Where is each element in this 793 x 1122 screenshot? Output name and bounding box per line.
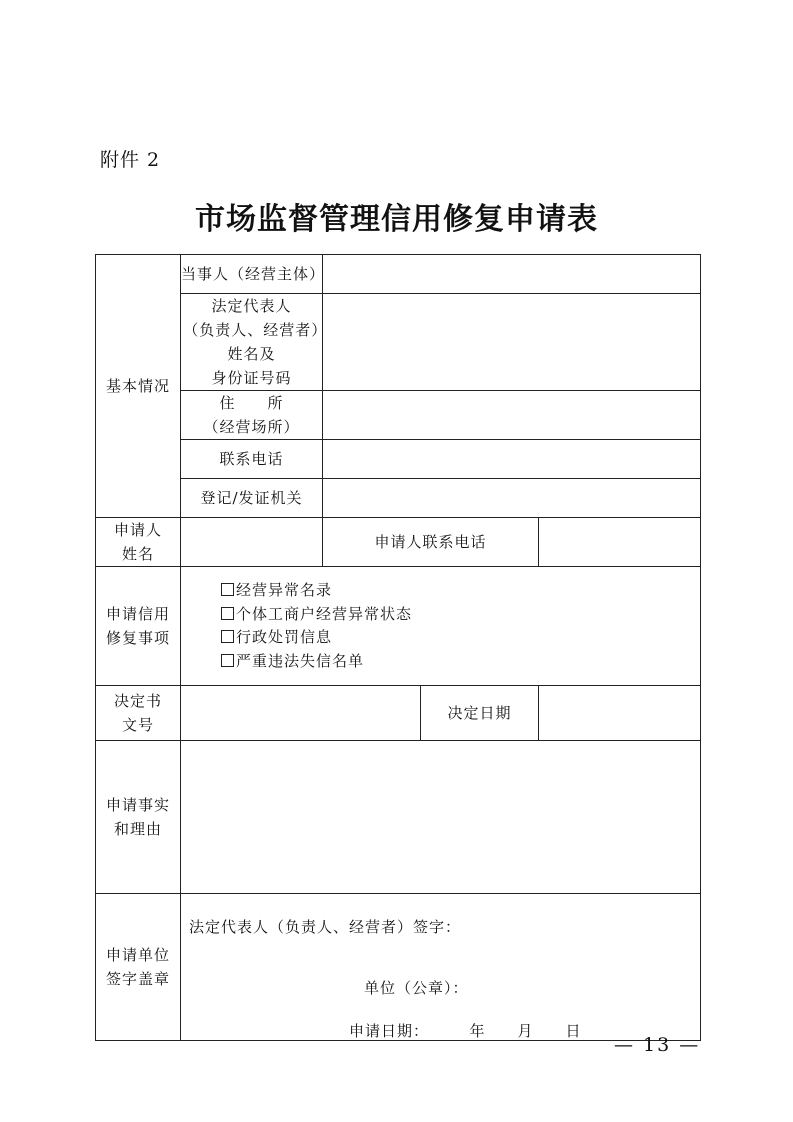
option-individual-abnormal[interactable]: 个体工商户经营异常状态 [221,603,700,627]
unit-seal-line: 单位（公章）： [364,979,469,997]
option-serious-dishonest[interactable]: 严重违法失信名单 [221,650,700,674]
facts-reasons-label: 申请事实 和理由 [96,741,181,894]
address-label: 住 所 （经营场所） [181,391,323,440]
credit-repair-application-form [95,254,701,1041]
legal-rep-label: 法定代表人 （负责人、经营者）姓名及 身份证号码 [181,294,323,391]
repair-items-label: 申请信用 修复事项 [96,567,181,686]
decision-doc-no-field[interactable] [181,686,421,741]
row-address [96,391,701,440]
legal-rep-signature-line: 法定代表人（负责人、经营者）签字： [189,918,462,936]
applicant-name-label: 申请人 姓名 [96,518,181,567]
applicant-name-field[interactable] [181,518,323,567]
row-signature [96,894,701,1041]
checkbox-icon[interactable] [221,630,234,643]
registration-authority-field[interactable] [323,479,701,518]
repair-items-options [181,567,701,686]
document-title: 市场监督管理信用修复申请表 [195,202,598,237]
signature-area[interactable] [181,894,701,1041]
row-decision [96,686,701,741]
row-legal-rep [96,294,701,391]
page-number: — 13 — [614,1034,701,1056]
option-admin-penalty[interactable]: 行政处罚信息 [221,626,700,650]
basic-info-label: 基本情况 [96,255,181,518]
decision-date-field[interactable] [539,686,701,741]
option-abnormal-list[interactable]: 经营异常名录 [221,579,700,603]
decision-doc-no-label: 决定书 文号 [96,686,181,741]
row-repair-items [96,567,701,686]
decision-date-label: 决定日期 [421,686,539,741]
row-party [96,255,701,294]
checkbox-icon[interactable] [221,607,234,620]
registration-authority-label: 登记/发证机关 [181,479,323,518]
checkbox-icon[interactable] [221,654,234,667]
attachment-label: 附件 2 [100,149,161,171]
signature-seal-label: 申请单位 签字盖章 [96,894,181,1041]
party-field[interactable] [323,255,701,294]
contact-phone-field[interactable] [323,440,701,479]
legal-rep-field[interactable] [323,294,701,391]
applicant-phone-field[interactable] [539,518,701,567]
applicant-phone-label: 申请人联系电话 [323,518,539,567]
application-date-line: 申请日期： 年 月 日 [349,1022,582,1040]
checkbox-icon[interactable] [221,583,234,596]
row-registration [96,479,701,518]
facts-reasons-field[interactable] [181,741,701,894]
contact-phone-label: 联系电话 [181,440,323,479]
address-field[interactable] [323,391,701,440]
row-applicant [96,518,701,567]
party-label: 当事人（经营主体） [181,255,323,294]
row-facts [96,741,701,894]
row-phone [96,440,701,479]
